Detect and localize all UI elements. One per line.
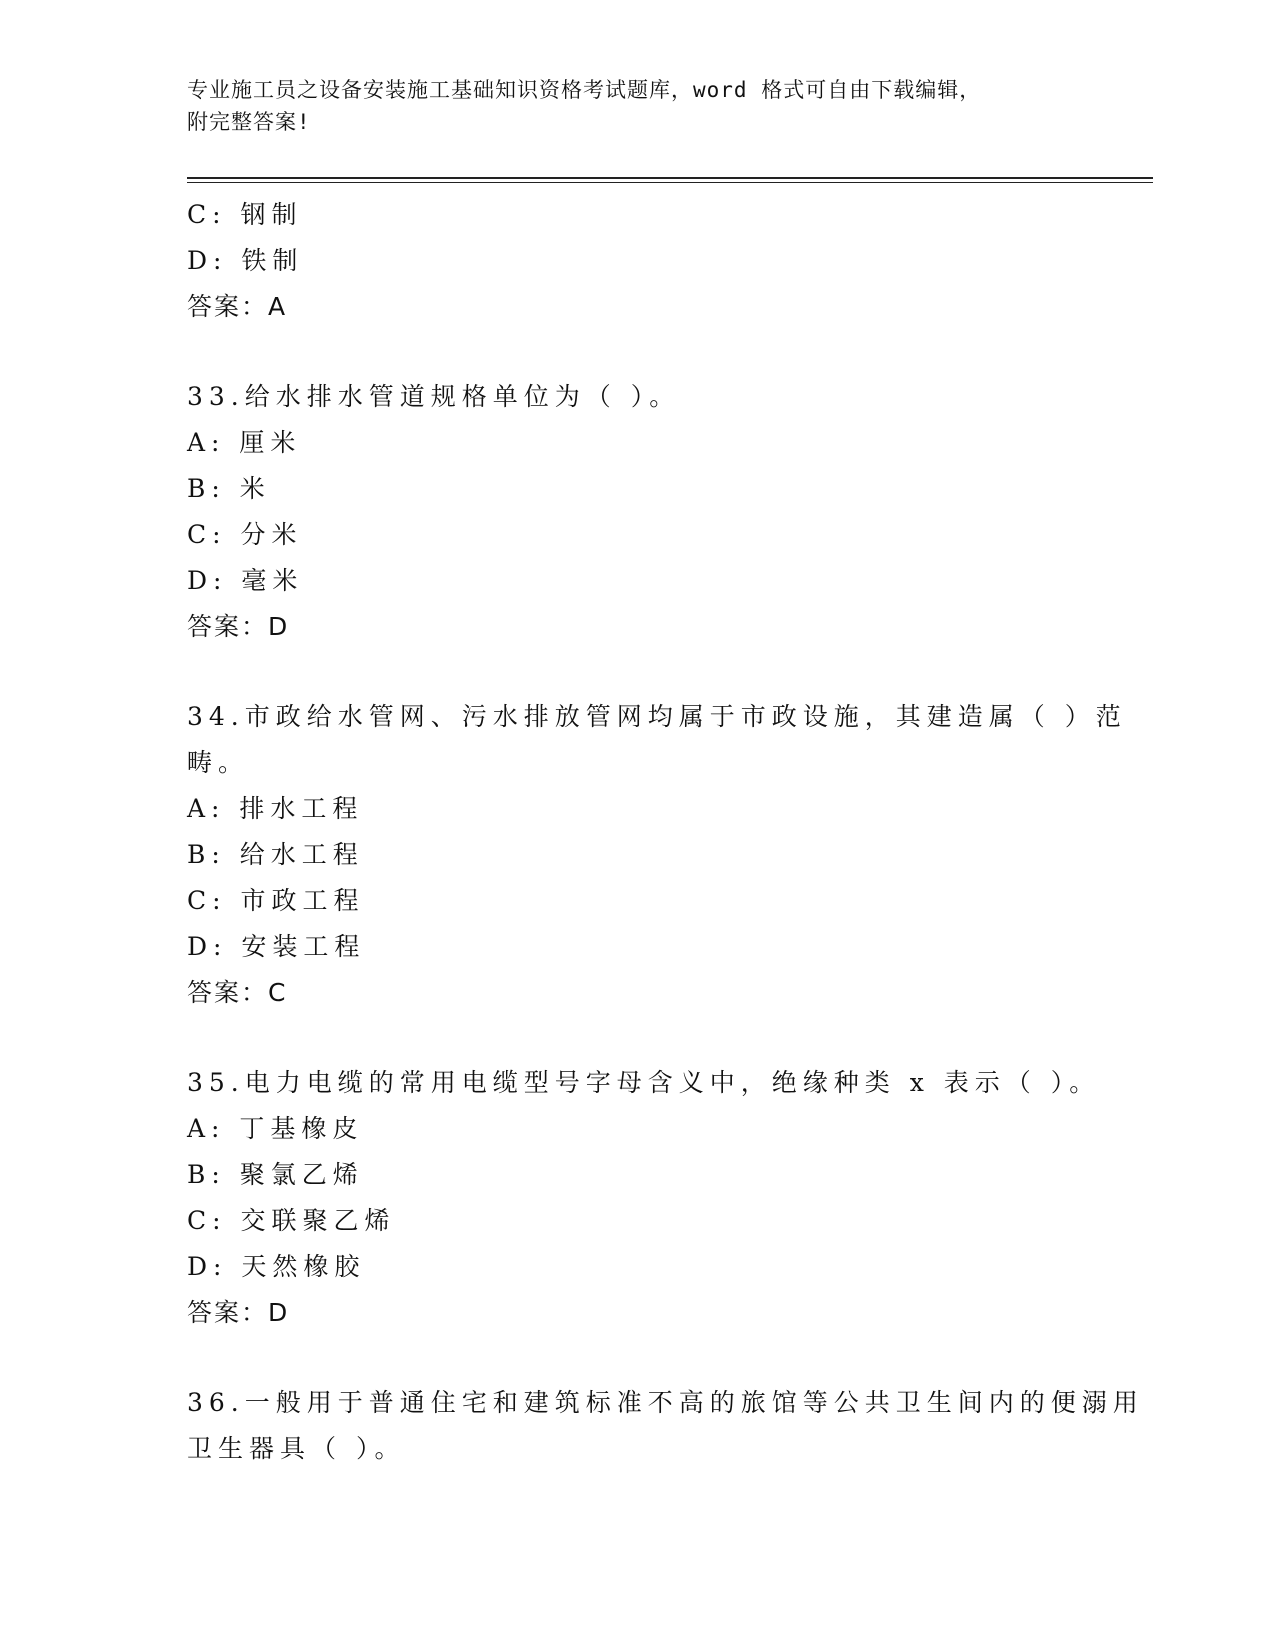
option-c: C: 分米 <box>187 520 303 549</box>
answer-line: 答案：A <box>187 292 288 321</box>
option-d: D: 铁制 <box>187 246 304 275</box>
answer-line: 答案：C <box>187 978 288 1007</box>
question-stem: 33.给水排水管道规格单位为（ ）。 <box>187 382 681 411</box>
option-c: C: 交联聚乙烯 <box>187 1206 396 1235</box>
question-stem: 35.电力电缆的常用电缆型号字母含义中，绝缘种类 x 表示（ ）。 <box>187 1068 1101 1097</box>
question-stem-continued: 卫生器具（ ）。 <box>187 1434 406 1463</box>
option-b: B: 米 <box>187 474 271 503</box>
header-divider-thin <box>187 182 1153 183</box>
question-list <box>187 192 1144 1472</box>
option-b: B: 聚氯乙烯 <box>187 1160 364 1189</box>
question-33 <box>187 374 1087 650</box>
option-a: A: 丁基橡皮 <box>187 1114 364 1143</box>
answer-line: 答案：D <box>187 1298 290 1327</box>
header-line-2: 附完整答案! <box>187 110 311 134</box>
page-header <box>187 74 1087 138</box>
option-a: A: 厘米 <box>187 428 302 457</box>
option-d: D: 天然橡胶 <box>187 1252 366 1281</box>
question-34 <box>187 694 1127 1016</box>
question-stem: 34.市政给水管网、污水排放管网均属于市政设施，其建造属（ ）范 <box>187 702 1127 731</box>
question-35 <box>187 1060 1101 1336</box>
question-36 <box>187 1380 1144 1472</box>
question-32-partial <box>187 192 1087 330</box>
option-a: A: 排水工程 <box>187 794 364 823</box>
option-b: B: 给水工程 <box>187 840 364 869</box>
header-divider-thick <box>187 177 1153 179</box>
option-d: D: 安装工程 <box>187 932 366 961</box>
option-c: C: 市政工程 <box>187 886 365 915</box>
question-stem-continued: 畴。 <box>187 748 250 777</box>
answer-line: 答案：D <box>187 612 290 641</box>
option-c: C: 钢制 <box>187 200 303 229</box>
header-line-1: 专业施工员之设备安装施工基础知识资格考试题库，word 格式可自由下载编辑， <box>187 78 982 102</box>
option-d: D: 毫米 <box>187 566 304 595</box>
question-stem: 36.一般用于普通住宅和建筑标准不高的旅馆等公共卫生间内的便溺用 <box>187 1388 1144 1417</box>
